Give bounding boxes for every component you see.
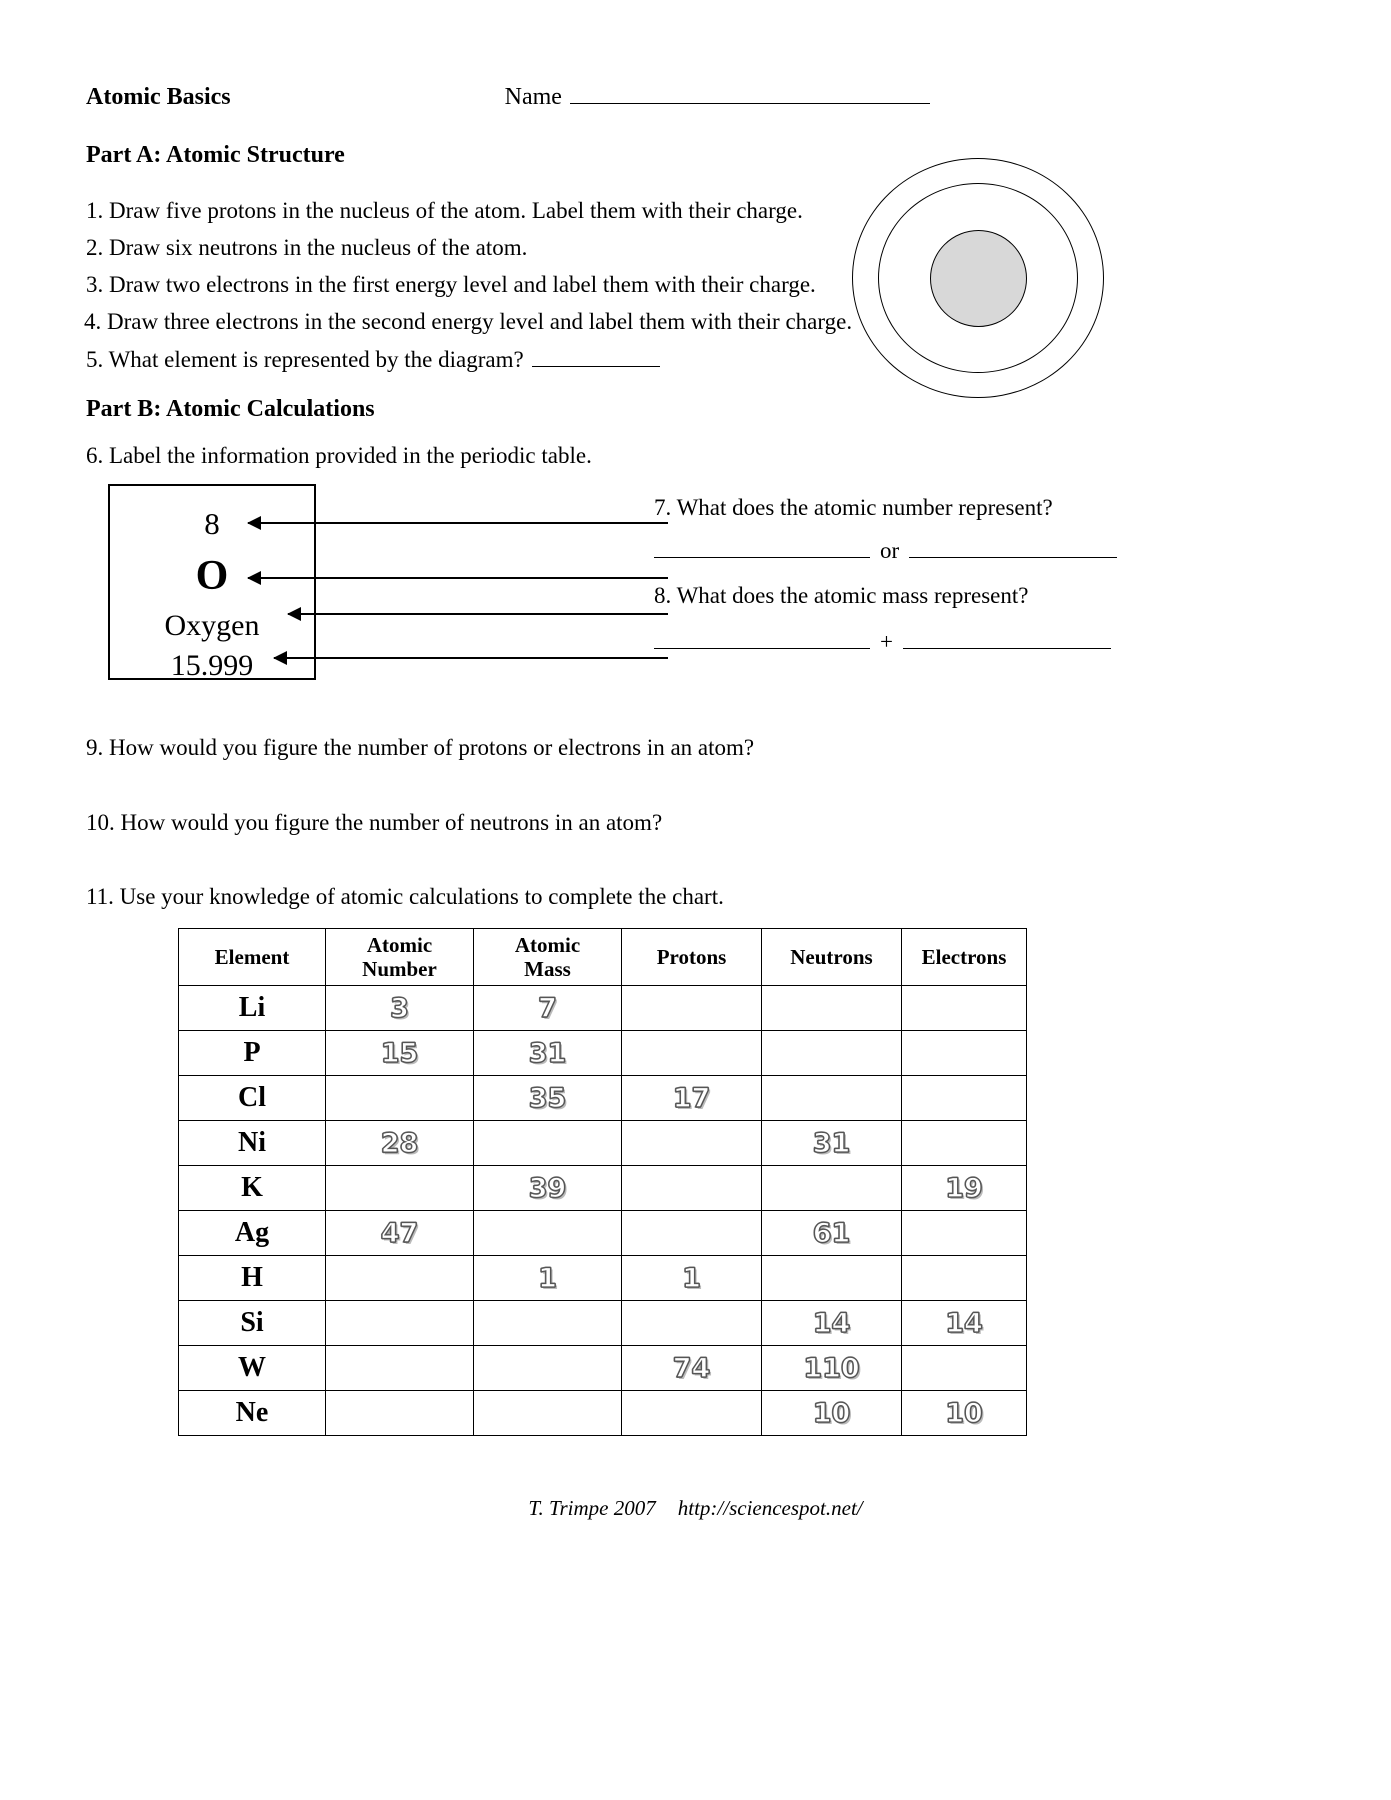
name-input-line[interactable] [570,86,930,104]
column-header-atomic-number: Atomic Number [326,929,474,986]
arrow-to-atomic-number [248,522,668,524]
table-row [179,1166,1027,1211]
table-header [179,929,1027,986]
cell-element-symbol: K [179,1166,326,1211]
cell-atomic-number[interactable]: 15 [326,1031,474,1076]
cell-atomic-mass[interactable] [474,1391,622,1436]
cell-neutrons[interactable]: 10 [762,1391,902,1436]
table-row [179,1031,1027,1076]
cell-protons[interactable]: 1 [622,1256,762,1301]
cell-element-symbol: Ag [179,1211,326,1256]
cell-atomic-number[interactable]: 28 [326,1121,474,1166]
cell-atomic-mass[interactable] [474,1346,622,1391]
cell-neutrons[interactable] [762,986,902,1031]
cell-atomic-mass[interactable] [474,1211,622,1256]
question-2: 2. Draw six neutrons in the nucleus of the atom. [86,235,528,260]
cell-atomic-number[interactable] [326,1391,474,1436]
cell-atomic-number[interactable] [326,1166,474,1211]
page-title: Atomic Basics [86,84,231,110]
question-8-answer-row [654,629,1111,655]
question-4: 4. Draw three electrons in the second energy level and label them with their charge. [84,309,853,334]
question-8-blank-2[interactable] [903,632,1111,649]
cell-atomic-mass[interactable]: 35 [474,1076,622,1121]
page-header [86,84,1186,111]
name-label: Name [504,84,562,110]
cell-atomic-number[interactable] [326,1301,474,1346]
name-field-group [505,84,930,111]
table-row [179,1211,1027,1256]
question-1: 1. Draw five protons in the nucleus of the atom. Label them with their charge. [86,198,803,223]
column-header-neutrons: Neutrons [762,929,902,986]
cell-element-symbol: Cl [179,1076,326,1121]
cell-electrons[interactable]: 10 [902,1391,1027,1436]
question-9: 9. How would you figure the number of protons or electrons in an atom? [86,735,755,760]
element-name: Oxygen [164,609,260,642]
table-row [179,1121,1027,1166]
cell-element-symbol: P [179,1031,326,1076]
question-6: 6. Label the information provided in the periodic table. [86,443,592,468]
cell-electrons[interactable] [902,1031,1027,1076]
question-8-conjunction: + [880,629,893,654]
table-row [179,986,1027,1031]
cell-protons[interactable] [622,1301,762,1346]
cell-element-symbol: H [179,1256,326,1301]
cell-neutrons[interactable] [762,1076,902,1121]
cell-protons[interactable]: 74 [622,1346,762,1391]
cell-atomic-mass[interactable]: 39 [474,1166,622,1211]
cell-atomic-number[interactable] [326,1076,474,1121]
table-row [179,1256,1027,1301]
question-7-blank-1[interactable] [654,541,870,558]
cell-electrons[interactable]: 14 [902,1301,1027,1346]
cell-atomic-number[interactable] [326,1346,474,1391]
cell-neutrons[interactable]: 14 [762,1301,902,1346]
question-5-answer-blank[interactable] [532,350,660,367]
question-7-conjunction: or [880,538,900,563]
table-row [179,1076,1027,1121]
cell-electrons[interactable] [902,1211,1027,1256]
cell-protons[interactable] [622,1211,762,1256]
question-8-blank-1[interactable] [654,632,870,649]
cell-protons[interactable]: 17 [622,1076,762,1121]
question-7-answer-row [654,538,1117,564]
table-row [179,1301,1027,1346]
cell-protons[interactable] [622,1166,762,1211]
cell-element-symbol: W [179,1346,326,1391]
arrow-to-symbol [248,577,668,579]
table-header-row [179,929,1027,986]
cell-neutrons[interactable] [762,1166,902,1211]
question-3: 3. Draw two electrons in the first energy level and label them with their charge. [86,272,816,297]
page-footer [0,1496,1391,1521]
cell-neutrons[interactable]: 31 [762,1121,902,1166]
part-a-heading: Part A: Atomic Structure [86,142,345,168]
table-row [179,1346,1027,1391]
cell-electrons[interactable] [902,1256,1027,1301]
cell-electrons[interactable] [902,1346,1027,1391]
cell-element-symbol: Ni [179,1121,326,1166]
cell-element-symbol: Si [179,1301,326,1346]
cell-neutrons[interactable] [762,1031,902,1076]
question-7: 7. What does the atomic number represent? [654,495,1053,520]
cell-atomic-number[interactable]: 47 [326,1211,474,1256]
cell-protons[interactable] [622,1391,762,1436]
arrow-to-atomic-mass [274,657,668,659]
atomic-chart-container [178,928,1026,1436]
atomic-chart-table [178,928,1027,1436]
cell-neutrons[interactable]: 110 [762,1346,902,1391]
footer-credit: T. Trimpe 2007 [528,1496,656,1520]
cell-atomic-mass[interactable]: 31 [474,1031,622,1076]
atom-diagram [852,158,1104,398]
cell-electrons[interactable] [902,1076,1027,1121]
cell-neutrons[interactable]: 61 [762,1211,902,1256]
question-11: 11. Use your knowledge of atomic calculations to complete the chart. [86,884,724,909]
table-row [179,1391,1027,1436]
cell-atomic-mass[interactable]: 7 [474,986,622,1031]
element-symbol: O [195,553,229,599]
cell-protons[interactable] [622,986,762,1031]
cell-atomic-number[interactable] [326,1256,474,1301]
question-10: 10. How would you figure the number of neutrons in an atom? [86,810,663,835]
question-5-text: 5. What element is represented by the diagram? [86,347,524,372]
column-header-protons: Protons [622,929,762,986]
cell-atomic-mass[interactable]: 1 [474,1256,622,1301]
column-header-electrons: Electrons [902,929,1027,986]
cell-atomic-mass[interactable] [474,1301,622,1346]
cell-atomic-number[interactable]: 3 [326,986,474,1031]
footer-url[interactable]: http://sciencespot.net/ [677,1496,863,1520]
cell-element-symbol: Ne [179,1391,326,1436]
part-b-heading: Part B: Atomic Calculations [86,396,375,422]
arrow-to-element-name [288,613,668,615]
column-header-element: Element [179,929,326,986]
cell-atomic-mass[interactable] [474,1121,622,1166]
cell-electrons[interactable] [902,986,1027,1031]
element-atomic-mass: 15.999 [170,649,254,682]
table-body [179,986,1027,1436]
atom-nucleus [930,230,1027,327]
question-7-blank-2[interactable] [909,541,1117,558]
question-5 [86,347,660,373]
question-8: 8. What does the atomic mass represent? [654,583,1029,608]
column-header-atomic-mass: Atomic Mass [474,929,622,986]
cell-electrons[interactable]: 19 [902,1166,1027,1211]
cell-neutrons[interactable] [762,1256,902,1301]
cell-element-symbol: Li [179,986,326,1031]
element-atomic-number: 8 [204,506,220,541]
cell-electrons[interactable] [902,1121,1027,1166]
cell-protons[interactable] [622,1121,762,1166]
cell-protons[interactable] [622,1031,762,1076]
